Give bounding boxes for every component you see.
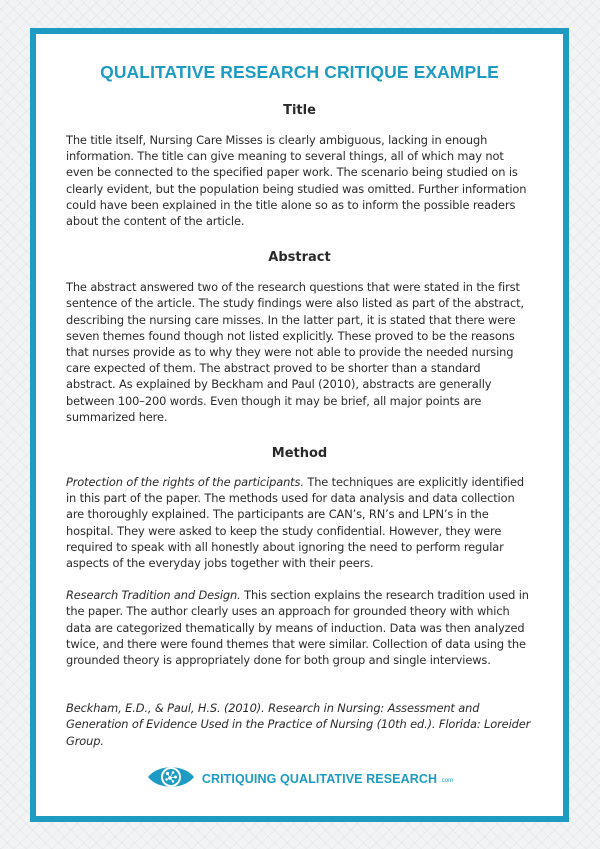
title-section-paragraph: The title itself, Nursing Care Misses is clearly ambiguous, lacking in enough information. The title can give meaning to several things, all of which may not even be connected to the specified paper work. The scenario being studied on is clearly evident, but the population being studied was omitted. Further information could have been explained in the title alone so as to inform the possible readers about the content of the article. xyxy=(66,133,527,229)
document-title: QUALITATIVE RESEARCH CRITIQUE EXAMPLE xyxy=(100,62,499,82)
method-rights-text: The techniques are explicitly identified in this part of the paper. The methods used for data analysis and data collection are thoroughly explained. The participants are CAN’s, RN’s and LPN’s in the hospital. They were asked to keep the study confidential. However, they were required to speak with all honestly about ignoring the need to perform regular aspects of the everyday jobs together with their peers. xyxy=(66,475,524,571)
abstract-section-paragraph: The abstract answered two of the research questions that were stated in the first sentence of the article. The study findings were also listed as part of the abstract, describing the nursing care misses. In the latter part, it is stated that there were seven themes found though not listed explicitly. These proved to be the reasons that nurses provide as to why they were not able to provide the needed nursing care expected of them. The abstract proved to be shorter than a standard abstract. As explained by Beckham and Paul (2010), abstracts are generally between 100–200 words. Even though it may be brief, all major points are summarized here. xyxy=(66,280,524,424)
section-heading-abstract: Abstract xyxy=(268,250,331,266)
section-heading-title: Title xyxy=(283,103,316,118)
method-rights-lead: Protection of the rights of the participants. xyxy=(66,475,304,490)
document-frame xyxy=(30,28,569,822)
footer-brand xyxy=(36,762,563,796)
reference-citation: Beckham, E.D., & Paul, H.S. (2010). Research in Nursing: Assessment and Generation of Evidence Used in the Practice of Nursing (10th ed.). Florida: Loreider Group. xyxy=(66,701,531,748)
section-heading-method: Method xyxy=(271,446,328,462)
method-tradition-text: This section explains the research tradition used in the paper. The author clearly uses an approach for grounded theory with which data are categorized thematically by means of induction. Data was then analyzed twice, and there were found themes that were similar. Collection of data using the grounded theory is appropriately done for both group and single interviews. xyxy=(66,588,529,668)
brand-suffix: .com xyxy=(440,778,454,784)
method-tradition-lead: Research Tradition and Design. xyxy=(66,588,241,603)
method-paragraph-rights xyxy=(66,474,533,571)
method-paragraph-tradition xyxy=(66,587,533,668)
brand-name: CRITIQUING QUALITATIVE RESEARCH xyxy=(201,772,438,786)
eye-icon xyxy=(146,762,196,796)
